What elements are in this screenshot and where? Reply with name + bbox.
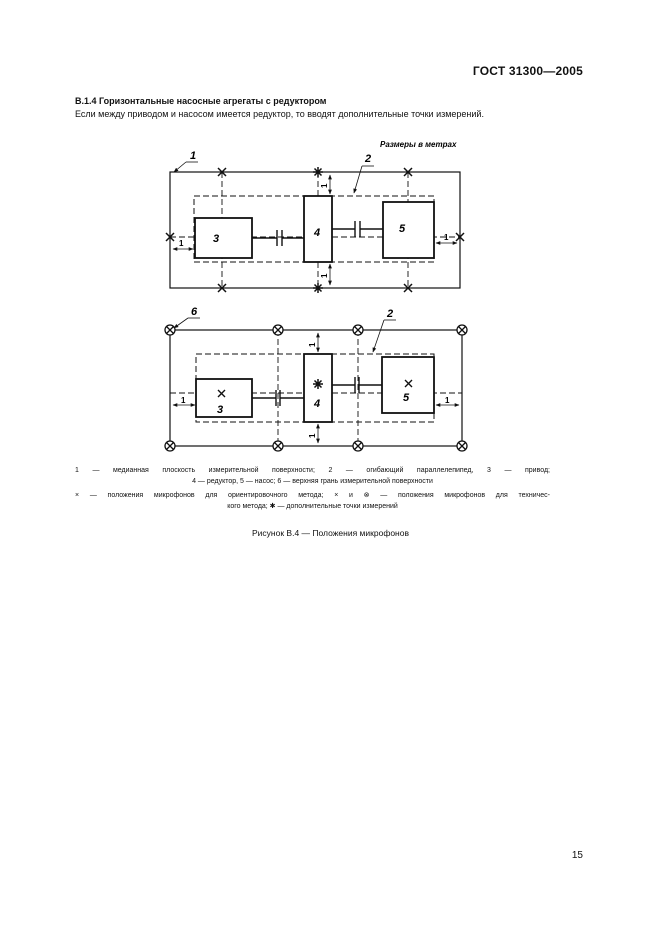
drive-box [195, 218, 252, 258]
pump-box [383, 202, 434, 258]
label-top-face: 6 [191, 306, 198, 318]
dimensions-note: Размеры в метрах [380, 140, 457, 149]
legend-line: кого метода; ✱ — дополнительные точки измерений [227, 503, 398, 510]
dimension-label: 1 [308, 342, 317, 347]
standard-number: ГОСТ 31300—2005 [472, 64, 583, 78]
section-heading: В.1.4 Горизонтальные насосные агрегаты с редуктором [75, 96, 327, 106]
label-gearbox: 4 [314, 398, 321, 410]
dimension-label: 1 [445, 396, 450, 405]
top-diagram [166, 150, 464, 293]
bottom-diagram [165, 306, 467, 451]
leader-lines [174, 318, 396, 352]
dimension-label: 1 [179, 239, 184, 248]
dimension-label: 1 [444, 233, 449, 242]
label-pump: 5 [399, 223, 406, 235]
label-drive: 3 [217, 404, 224, 416]
dimension-label: 1 [181, 396, 186, 405]
dimension-label: 1 [308, 433, 317, 438]
label-enveloping-box: 2 [387, 308, 394, 320]
label-pump: 5 [403, 392, 410, 404]
label-median-plane: 1 [190, 150, 197, 162]
coupling [332, 377, 382, 393]
label-gearbox: 4 [314, 227, 321, 239]
figure-caption: Рисунок В.4 — Положения микрофонов [252, 528, 409, 538]
microphone-positions-additional [313, 379, 323, 389]
legend-line: 4 — редуктор, 5 — насос; 6 — верхняя грань измерительной поверхности [192, 478, 433, 485]
label-drive: 3 [213, 233, 220, 245]
legend-line: 1 — медианная плоскость измерительной поверхности; 2 — огибающий параллелепипед, 3 — привод; [75, 467, 550, 474]
page-number: 15 [571, 850, 583, 861]
legend-line: × — положения микрофонов для ориентировочного метода; × и ⊗ — положения микрофонов для техничес- [75, 492, 550, 499]
coupling [252, 230, 304, 246]
coupling [332, 221, 383, 237]
label-enveloping-box: 2 [365, 153, 372, 165]
figure-legend [75, 465, 550, 487]
dimension-label: 1 [320, 273, 329, 278]
drive-box [196, 379, 252, 417]
pump-box [382, 357, 434, 413]
figure-legend-markers [75, 490, 550, 512]
section-intro: Если между приводом и насосом имеется редуктор, то вводят дополнительные точки измерений. [75, 109, 484, 119]
dimension-label: 1 [320, 183, 329, 188]
leader-lines [174, 162, 374, 193]
